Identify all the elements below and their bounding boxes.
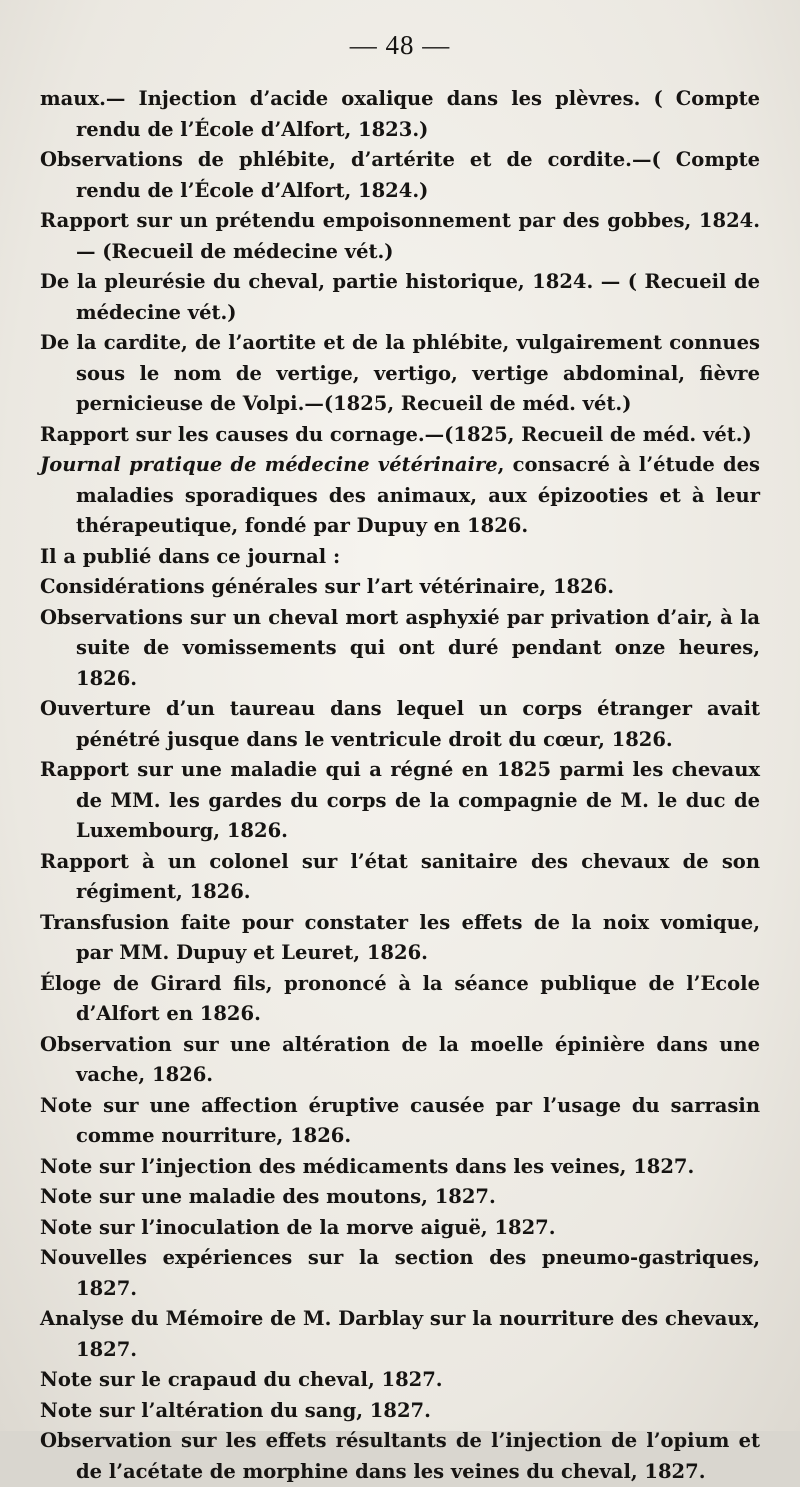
- bibliography-list: [40, 84, 760, 1487]
- bibliography-entry: De la cardite, de l’aortite et de la phlébite, vulgairement connues sous le nom de vertige, vertigo, vertige abdominal, fièvre pernicieuse de Volpi.—(1825, Recueil de méd. vét.): [40, 331, 760, 415]
- bibliography-entry: Observation sur une altération de la moelle épinière dans une vache, 1826.: [40, 1032, 760, 1086]
- bibliography-entry: maux.— Injection d’acide oxalique dans les plèvres. ( Compte rendu de l’École d’Alfort, 1823.): [40, 87, 760, 141]
- bibliography-entry: Rapport sur les causes du cornage.—(1825, Recueil de méd. vét.): [40, 422, 752, 446]
- bibliography-entry: De la pleurésie du cheval, partie historique, 1824. — ( Recueil de médecine vét.): [40, 270, 760, 324]
- bibliography-entry: Observations sur un cheval mort asphyxié par privation d’air, à la suite de vomissements qui ont duré pendant onze heures, 1826.: [40, 605, 760, 690]
- bibliography-entry: Note sur une maladie des moutons, 1827.: [40, 1185, 496, 1208]
- bibliography-entry: Observations de phlébite, d’artérite et de cordite.—( Compte rendu de l’École d’Alfort, 1824.): [40, 148, 760, 202]
- page-number: — 48 —: [349, 30, 451, 60]
- bibliography-entry: Note sur l’inoculation de la morve aiguë, 1827.: [40, 1215, 556, 1239]
- bibliography-entry: Observation sur les effets résultants de l’injection de l’opium et de l’acétate de morphine dans les veines du cheval, 1827.: [40, 1429, 760, 1483]
- section-intro: Il a publié dans ce journal :: [40, 544, 341, 568]
- bibliography-entry: Analyse du Mémoire de M. Darblay sur la nourriture des chevaux, 1827.: [40, 1307, 760, 1361]
- bibliography-entry: Rapport sur une maladie qui a régné en 1825 parmi les chevaux de MM. les gardes du corps de la compagnie de M. le duc de Luxembourg, 1826.: [40, 758, 760, 842]
- bibliography-entry: Nouvelles expériences sur la section des pneumo-gastriques, 1827.: [40, 1246, 760, 1300]
- bibliography-entry: Rapport à un colonel sur l’état sanitaire des chevaux de son régiment, 1826.: [40, 849, 760, 903]
- bibliography-entry: Note sur le crapaud du cheval, 1827.: [40, 1368, 443, 1391]
- bibliography-entry: Transfusion faite pour constater les effets de la noix vomique, par MM. Dupuy et Leuret, 1826.: [40, 910, 760, 964]
- journal-title: Journal pratique de médecine vétérinaire: [40, 453, 498, 476]
- bibliography-entry: Considérations générales sur l’art vétérinaire, 1826.: [40, 575, 615, 598]
- bibliography-entry: Rapport sur un prétendu empoisonnement par des gobbes, 1824. — (Recueil de médecine vét.): [40, 209, 760, 263]
- bibliography-entry: Note sur l’altération du sang, 1827.: [40, 1398, 431, 1422]
- bibliography-entry: Ouverture d’un taureau dans lequel un corps étranger avait pénétré jusque dans le ventricule droit du cœur, 1826.: [40, 697, 760, 751]
- journal-entry: Journal pratique de médecine vétérinaire, consacré à l’étude des maladies sporadiques des animaux, aux épizooties et à leur thérapeutique, fondé par Dupuy en 1826.: [40, 453, 760, 537]
- bibliography-entry: Note sur l’injection des médicaments dans les veines, 1827.: [40, 1154, 695, 1178]
- bibliography-entry: Éloge de Girard fils, prononcé à la séance publique de l’Ecole d’Alfort en 1826.: [40, 971, 760, 1025]
- bibliography-entry: Note sur une affection éruptive causée par l’usage du sarrasin comme nourriture, 1826.: [40, 1093, 760, 1147]
